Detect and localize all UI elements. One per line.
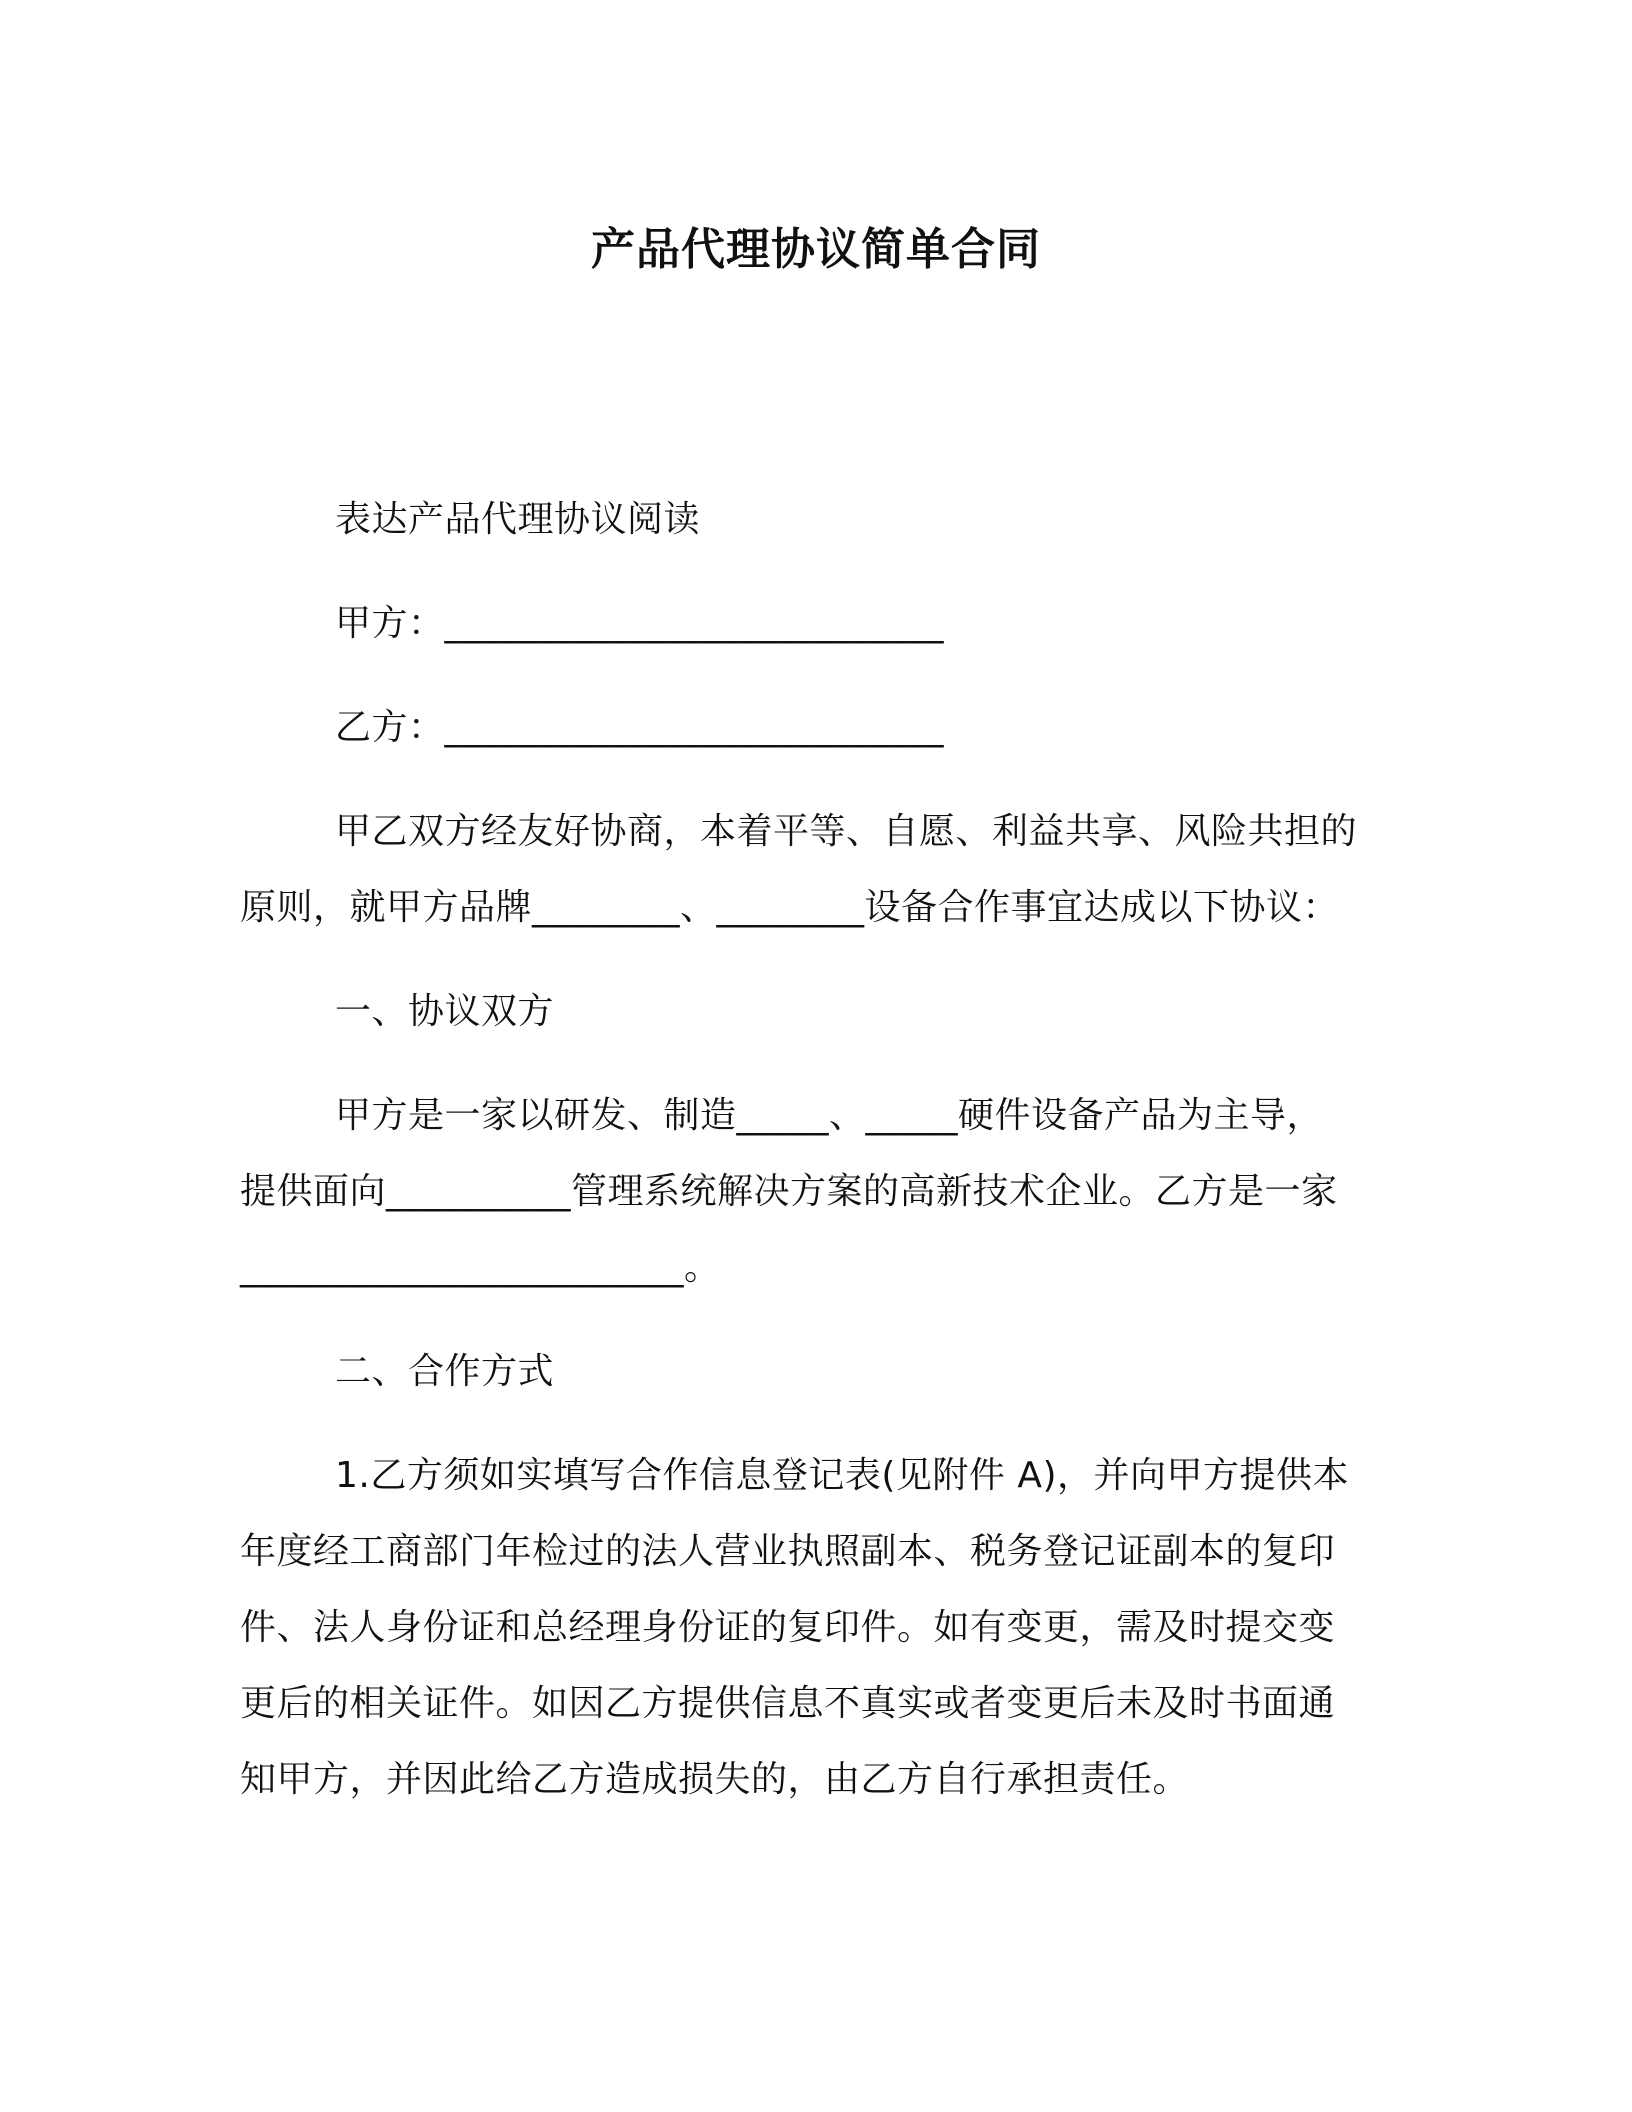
document-title: 产品代理协议简单合同: [591, 224, 1041, 275]
paragraph-line: 甲方是一家以研发、制造_____、_____硬件设备产品为主导，: [335, 1095, 1324, 1136]
paragraph-line: 更后的相关证件。如因乙方提供信息不真实或者变更后未及时书面通: [240, 1683, 1336, 1724]
section-heading: 二、合作方式: [335, 1351, 555, 1392]
subtitle-line: 表达产品代理协议阅读: [335, 499, 701, 540]
paragraph-line: 1.乙方须如实填写合作信息登记表(见附件 A)，并向甲方提供本: [335, 1455, 1350, 1496]
party-a-line: 甲方：___________________________: [335, 603, 945, 644]
paragraph-line: 甲乙双方经友好协商，本着平等、自愿、利益共享、风险共担的: [335, 811, 1358, 852]
party-b-line: 乙方：___________________________: [335, 707, 945, 748]
section-heading: 一、协议双方: [335, 991, 555, 1032]
paragraph-line: ________________________。: [240, 1247, 721, 1288]
paragraph-line: 原则，就甲方品牌________、________设备合作事宜达成以下协议：: [240, 887, 1340, 928]
paragraph-line: 知甲方，并因此给乙方造成损失的，由乙方自行承担责任。: [240, 1759, 1190, 1800]
paragraph-line: 提供面向__________管理系统解决方案的高新技术企业。乙方是一家: [240, 1171, 1338, 1212]
paragraph-line: 年度经工商部门年检过的法人营业执照副本、税务登记证副本的复印: [240, 1531, 1336, 1572]
paragraph-line: 件、法人身份证和总经理身份证的复印件。如有变更，需及时提交变: [240, 1607, 1336, 1648]
